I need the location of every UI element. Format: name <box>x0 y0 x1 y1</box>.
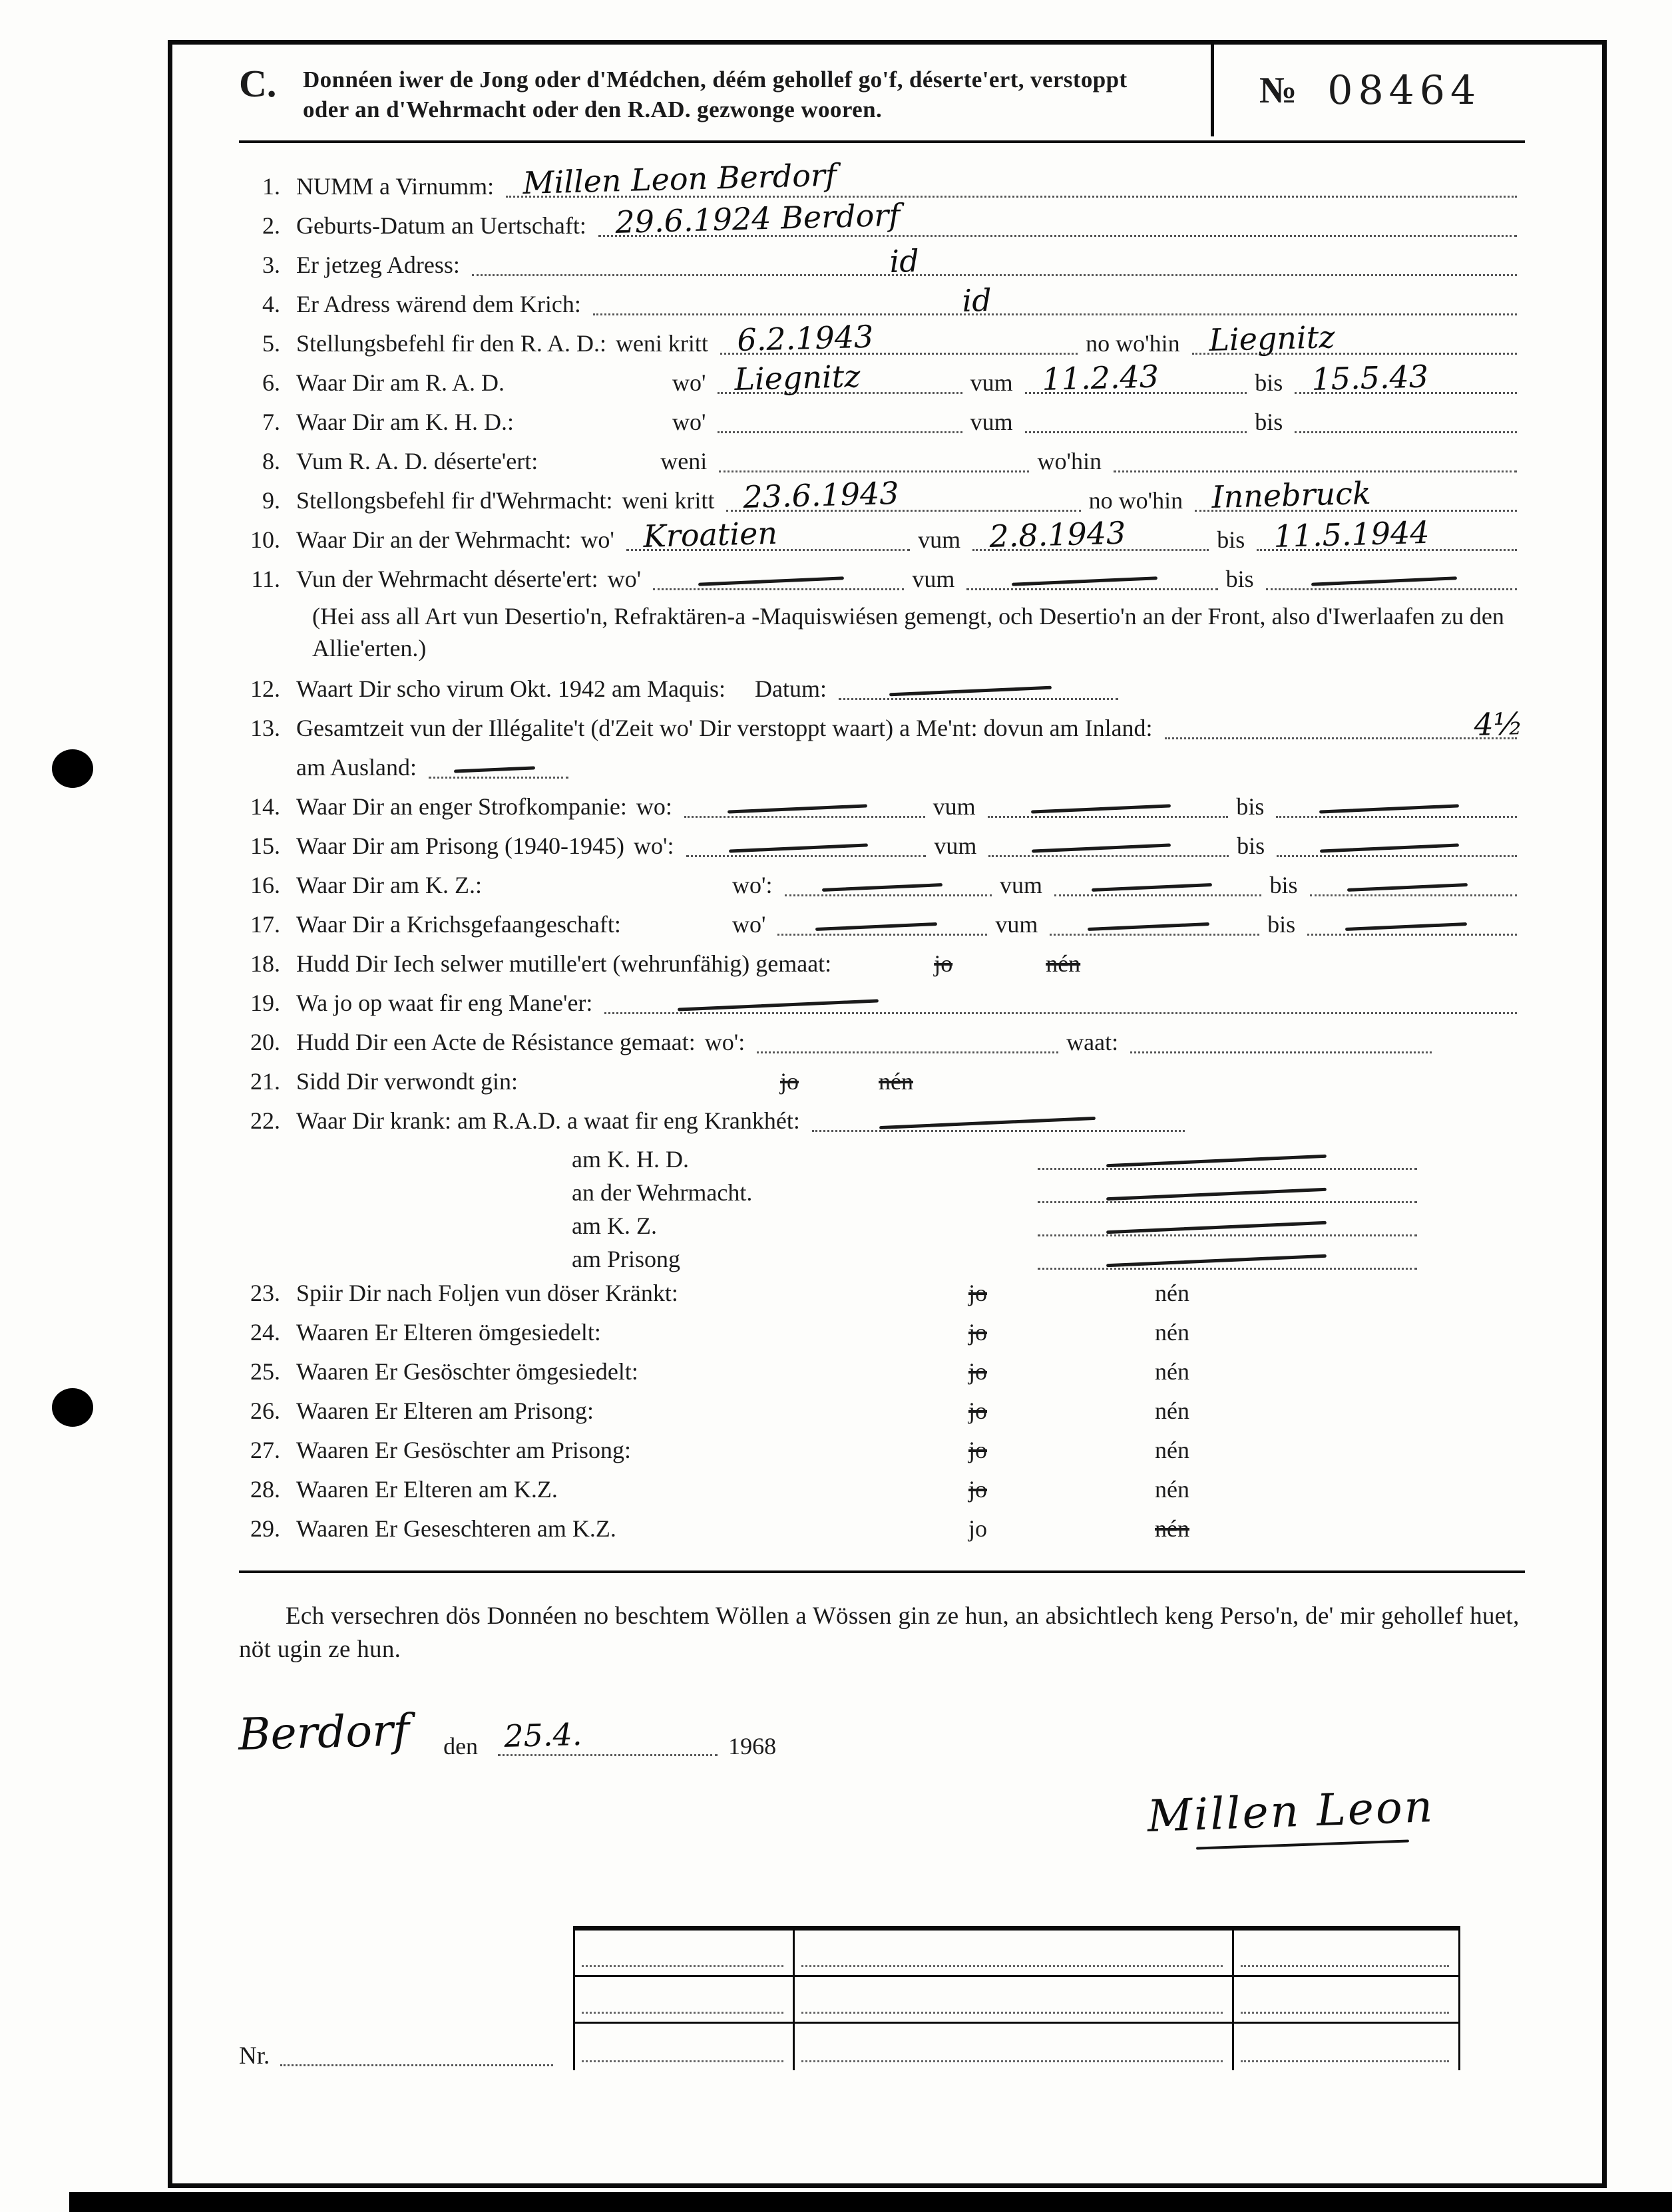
pen-stroke <box>1012 576 1157 586</box>
dotted-line <box>1241 2060 1449 2062</box>
row-sublabel: bis <box>1225 566 1254 592</box>
row-sublabel: wo': <box>704 1029 745 1055</box>
dotted-line <box>1165 705 1524 743</box>
jo-option: jo <box>934 950 953 977</box>
form-row-16 <box>239 871 1525 899</box>
stamp-table-cell <box>795 1977 1234 2024</box>
header-left <box>172 45 1211 136</box>
dotted-line <box>966 582 1217 590</box>
stamp-table <box>573 1926 1460 2070</box>
dotted-line <box>1025 358 1247 397</box>
row-sublabel: am Ausland: <box>296 754 417 781</box>
pen-stroke <box>1088 922 1209 931</box>
dotted-line <box>1054 888 1261 896</box>
row-label: Waart Dir scho virum Okt. 1942 am Maquis: <box>296 675 726 702</box>
row-sublabel: vum <box>999 872 1042 898</box>
pen-stroke <box>1031 804 1171 813</box>
hole-punch <box>52 1388 93 1427</box>
row-label: Waaren Er Elteren am K.Z. <box>296 1476 558 1503</box>
pen-stroke <box>728 804 867 813</box>
footer-area <box>239 1926 1525 2070</box>
row-sublabel: wo' <box>607 566 642 592</box>
row-number: 3. <box>262 252 280 278</box>
form-header <box>172 45 1602 136</box>
form-row-12 <box>239 675 1525 703</box>
nen-option: nén <box>1155 1319 1189 1346</box>
row-number: 8. <box>262 448 280 474</box>
dotted-line <box>1130 1045 1432 1053</box>
dotted-line <box>801 1965 1223 1967</box>
row-sublabel: bis <box>1255 369 1283 396</box>
row-label: Vun der Wehrmacht déserte'ert: <box>296 566 598 592</box>
pen-stroke <box>815 922 937 931</box>
row-label: Waaren Er Geseschteren am K.Z. <box>296 1515 616 1542</box>
nen-option: nén <box>1046 950 1081 977</box>
dotted-line <box>1038 1262 1417 1270</box>
dotted-line <box>757 1045 1058 1053</box>
row-number: 10. <box>250 526 280 553</box>
dotted-line <box>726 474 1080 515</box>
pen-stroke <box>678 999 878 1011</box>
row-number: 5. <box>262 330 280 357</box>
row-label: Waaren Er Elteren am Prisong: <box>296 1397 594 1424</box>
stamp-table-cell <box>795 2024 1234 2070</box>
row-number: 25. <box>250 1358 280 1385</box>
form-row-7 <box>239 408 1525 436</box>
handwritten-place: Innebruck <box>1211 474 1372 515</box>
row-sublabel: vum <box>970 409 1013 435</box>
desertion-note: (Hei ass all Art vun Desertio'n, Refraktären-a -Maquiswiésen gemengt, och Desertio'n an der Front, also d'Iwerlaafen zu den Allie'erten.) <box>312 603 1504 661</box>
form-row-15 <box>239 832 1525 860</box>
form-row-22-sub1 <box>572 1146 1525 1173</box>
jo-option: jo <box>968 1319 988 1346</box>
form-row-29 <box>239 1515 1525 1543</box>
handwritten-address: id <box>889 242 920 279</box>
handwritten-date-to: 11.5.1944 <box>1273 514 1430 554</box>
form-row-17 <box>239 910 1525 938</box>
row-number: 21. <box>250 1068 280 1095</box>
row-number: 20. <box>250 1029 280 1055</box>
handwritten-address-war: id <box>961 281 992 319</box>
pen-stroke <box>729 843 868 852</box>
form-row-25 <box>239 1358 1525 1385</box>
pen-stroke <box>1106 1155 1326 1167</box>
row-sublabel: Datum: <box>755 675 827 702</box>
row-number: 9. <box>262 487 280 514</box>
jo-option: jo <box>968 1358 988 1385</box>
dotted-line <box>506 156 1517 201</box>
dotted-line <box>684 810 925 818</box>
pen-stroke <box>1032 843 1171 852</box>
row-sublabel: no wo'hin <box>1086 330 1180 357</box>
den-label: den <box>443 1733 479 1759</box>
row-label: Waar Dir an enger Strofkompanie: <box>296 793 627 820</box>
row-label: Er Adress wärend dem Krich: <box>296 291 581 317</box>
form-row-23 <box>239 1279 1525 1307</box>
dotted-line <box>1257 514 1517 554</box>
form-row-22-sub2 <box>572 1179 1525 1206</box>
pen-stroke <box>889 686 1052 697</box>
dotted-line <box>604 1006 1517 1014</box>
hole-punch <box>52 749 93 788</box>
dotted-line <box>686 849 927 857</box>
row-number: 26. <box>250 1397 280 1424</box>
form-row-5 <box>239 318 1525 358</box>
pen-stroke <box>1347 883 1468 892</box>
row-sublabel: waat: <box>1066 1029 1119 1055</box>
numero-sign: № <box>1259 70 1297 111</box>
row-sublabel: wo' <box>580 526 614 553</box>
pen-stroke <box>1345 922 1467 931</box>
row-sublabel: bis <box>1237 832 1265 859</box>
handwritten-date-from: 11.2.43 <box>1041 358 1159 397</box>
row-number: 17. <box>250 911 280 938</box>
dotted-line <box>1295 358 1517 397</box>
dotted-line <box>719 464 1029 472</box>
row-label: Hudd Dir Iech selwer mutille'ert (wehrunfähig) gemaat: <box>296 950 832 977</box>
nen-option: nén <box>1155 1280 1189 1306</box>
row-label: Sidd Dir verwondt gin: <box>296 1068 518 1095</box>
row-number: 28. <box>250 1476 280 1503</box>
pen-stroke <box>822 883 942 892</box>
dotted-line <box>718 358 962 397</box>
row-label: Waaren Er Gesöschter ömgesiedelt: <box>296 1358 638 1385</box>
row-label: Waaren Er Elteren ömgesiedelt: <box>296 1319 601 1346</box>
nen-option: nén <box>1155 1515 1189 1542</box>
row-label: Waar Dir am Prisong (1940-1945) <box>296 832 624 859</box>
form-body <box>172 143 1602 1543</box>
dotted-line <box>988 849 1229 857</box>
row-number: 15. <box>250 832 280 859</box>
dotted-line <box>1307 928 1517 936</box>
row-label: Waaren Er Gesöschter am Prisong: <box>296 1437 631 1463</box>
row-sublabel: wo' <box>672 409 706 435</box>
pen-stroke <box>1106 1188 1326 1200</box>
row-label: Waar Dir am K. H. D.: <box>296 409 515 435</box>
form-row-21 <box>239 1067 1525 1095</box>
signature-block <box>172 1780 1436 1846</box>
form-border-frame <box>168 40 1607 2188</box>
dotted-line <box>498 1716 718 1756</box>
row-label: Spiir Dir nach Foljen vun döser Kränkt: <box>296 1280 678 1306</box>
dotted-line <box>1277 849 1517 857</box>
dotted-line <box>718 425 962 433</box>
row-number: 6. <box>262 369 280 396</box>
stamp-table-cell <box>795 1931 1234 1977</box>
row-label: Waar Dir an der Wehrmacht: <box>296 526 572 553</box>
jo-option: jo <box>968 1437 988 1463</box>
handwritten-place: Kroatien <box>642 514 778 554</box>
pen-stroke <box>1106 1254 1326 1267</box>
row-label: Stellungsbefehl fir den R. A. D.: <box>296 330 606 357</box>
form-row-13b <box>296 753 1525 781</box>
form-row-13 <box>239 705 1525 743</box>
handwritten-date-signed: 25.4. <box>503 1716 583 1754</box>
form-row-11 <box>239 565 1525 593</box>
row-number: 29. <box>250 1515 280 1542</box>
form-row-2 <box>239 196 1525 240</box>
handwritten-months: 4½ <box>1473 705 1524 743</box>
pen-stroke <box>1320 843 1459 852</box>
form-row-6 <box>239 358 1525 397</box>
jo-option: jo <box>968 1476 988 1503</box>
dotted-line <box>777 928 987 936</box>
document-number-box <box>1211 45 1602 136</box>
row-sublabel: no wo'hin <box>1088 487 1183 514</box>
row-label: Waar Dir a Krichsgefaangeschaft: <box>296 911 621 938</box>
row-number: 14. <box>250 793 280 820</box>
form-row-8 <box>239 447 1525 475</box>
dotted-line <box>785 888 992 896</box>
dotted-line <box>720 318 1078 358</box>
form-row-18 <box>239 950 1525 978</box>
nen-option: nén <box>1155 1397 1189 1424</box>
row-label: Gesamtzeit vun der Illégalite't (d'Zeit wo' Dir verstoppt waart) a Me'nt: dovun am Inland: <box>296 715 1153 741</box>
form-row-10 <box>239 514 1525 554</box>
dotted-line <box>801 2060 1223 2062</box>
row-number: 2. <box>262 212 280 239</box>
row-sublabel: bis <box>1236 793 1265 820</box>
row-sublabel: bis <box>1269 872 1298 898</box>
row-number: 16. <box>250 872 280 898</box>
declaration-text: Ech versechren dös Donnéen no beschtem Wöllen a Wössen gin ze hun, an absichtlech keng Perso'n, de' mir gehollef huet, nöt ugin ze hun. <box>239 1602 1520 1663</box>
scan-edge-bar <box>69 2192 1672 2212</box>
row-number: 22. <box>250 1107 280 1134</box>
dotted-line <box>988 810 1229 818</box>
row-label: Vum R. A. D. déserte'ert: <box>296 448 538 474</box>
dotted-line <box>1038 1162 1417 1170</box>
dotted-line <box>582 1965 783 1967</box>
dotted-line <box>1241 2012 1449 2014</box>
dotted-line <box>593 281 1517 319</box>
pen-stroke <box>1092 883 1212 892</box>
dotted-line <box>653 582 904 590</box>
handwritten-place: Liegnitz <box>1208 319 1335 358</box>
handwritten-place-signed: Berdorf <box>237 1704 410 1760</box>
row-label: Geburts-Datum an Uertschaft: <box>296 212 586 239</box>
row-sublabel: wo' <box>732 911 766 938</box>
dotted-line <box>801 2012 1223 2014</box>
row-sublabel: vum <box>995 911 1038 938</box>
row-sublabel: weni <box>660 448 708 474</box>
row-sublabel: vum <box>934 832 977 859</box>
row-sublabel: weni kritt <box>622 487 715 514</box>
row-sublabel: wo': <box>634 832 674 859</box>
handwritten-date: 23.6.1943 <box>743 474 900 515</box>
stamp-table-cell <box>575 1931 795 1977</box>
dotted-line <box>429 771 568 779</box>
section-letter: C. <box>239 62 277 105</box>
nr-label: Nr. <box>239 2042 270 2070</box>
row-label: Wa jo op waat fir eng Mane'er: <box>296 990 593 1016</box>
handwritten-place: Liegnitz <box>734 358 861 397</box>
row-sublabel: vum <box>918 526 961 553</box>
pen-stroke <box>698 576 844 586</box>
form-row-1 <box>239 156 1525 201</box>
jo-option: jo <box>779 1068 799 1095</box>
row-number: 19. <box>250 990 280 1016</box>
form-row-26 <box>239 1397 1525 1425</box>
row-label: Er jetzeg Adress: <box>296 252 460 278</box>
row-number: 23. <box>250 1280 280 1306</box>
row-number: 24. <box>250 1319 280 1346</box>
dotted-line <box>1192 319 1517 358</box>
dotted-line <box>812 1124 1185 1132</box>
dotted-line <box>1295 425 1517 433</box>
nen-option: nén <box>1155 1358 1189 1385</box>
form-row-24 <box>239 1318 1525 1346</box>
row-sublabel: wo'hin <box>1037 448 1102 474</box>
stamp-table-cell <box>1234 1977 1460 2024</box>
stamp-table-cell <box>1234 1931 1460 1977</box>
form-row-22 <box>239 1107 1525 1135</box>
form-row-20 <box>239 1028 1525 1056</box>
year-label: 1968 <box>728 1733 777 1759</box>
row-label: Stellongsbefehl fir d'Wehrmacht: <box>296 487 613 514</box>
dotted-line <box>1050 928 1259 936</box>
stamp-table-cell <box>575 2024 795 2070</box>
row-sublabel: weni kritt <box>615 330 708 357</box>
stamp-table-cell <box>1234 2024 1460 2070</box>
pen-stroke <box>1106 1221 1326 1234</box>
row-number: 1. <box>262 173 280 200</box>
form-row-14 <box>239 793 1525 821</box>
dotted-line <box>472 242 1517 279</box>
document-number: 08464 <box>1327 67 1482 114</box>
form-row-22-sub4 <box>572 1246 1525 1272</box>
header-description: Donnéen iwer de Jong oder d'Médchen, déém gehollef go'f, déserte'ert, verstoppt oder an d'Wehrmacht oder den R.AD. gezwonge wooren. <box>303 67 1128 122</box>
handwritten-name: Millen Leon Berdorf <box>522 156 837 201</box>
row-number: 27. <box>250 1437 280 1463</box>
nen-option: nén <box>879 1068 913 1095</box>
dotted-line <box>1310 888 1517 896</box>
form-row-28 <box>239 1475 1525 1503</box>
row-sublabel: am K. H. D. <box>572 1146 689 1173</box>
handwritten-date-to: 15.5.43 <box>1311 358 1429 397</box>
row-number: 11. <box>251 566 280 592</box>
form-row-9 <box>239 474 1525 515</box>
dotted-line <box>582 2012 783 2014</box>
row-label: Waar Dir am K. Z.: <box>296 872 482 898</box>
row-number: 7. <box>262 409 280 435</box>
signature-flourish <box>1196 1839 1409 1849</box>
stamp-table-cell <box>575 1977 795 2024</box>
handwritten-date-from: 2.8.1943 <box>988 514 1127 554</box>
row-sublabel: am K. Z. <box>572 1212 657 1239</box>
dotted-line <box>1266 582 1517 590</box>
nen-option: nén <box>1155 1437 1189 1463</box>
dotted-line <box>1025 425 1247 433</box>
dotted-line <box>1195 474 1517 515</box>
jo-option: jo <box>968 1397 988 1424</box>
form-row-27 <box>239 1436 1525 1464</box>
declaration-rule <box>239 1570 1525 1573</box>
row-number: 12. <box>250 675 280 702</box>
row-label: Hudd Dir een Acte de Résistance gemaat: <box>296 1029 696 1055</box>
row-sublabel: vum <box>970 369 1013 396</box>
dotted-line <box>582 2060 783 2062</box>
dotted-line <box>839 692 1118 700</box>
pen-stroke <box>1319 804 1459 813</box>
row-number: 13. <box>250 715 280 741</box>
signature-date-row <box>237 1704 1525 1760</box>
dotted-line <box>1276 810 1517 818</box>
row-sublabel: vum <box>933 793 976 820</box>
dotted-line <box>280 2058 553 2066</box>
row-sublabel: an der Wehrmacht. <box>572 1179 753 1206</box>
row-sublabel: wo: <box>636 793 672 820</box>
dotted-line <box>598 196 1517 240</box>
pen-stroke <box>1311 576 1457 586</box>
dotted-line <box>1038 1195 1417 1203</box>
form-row-22-sub3 <box>572 1212 1525 1239</box>
form-row-3 <box>239 242 1525 279</box>
row-sublabel: bis <box>1267 911 1296 938</box>
row-sublabel: wo': <box>732 872 773 898</box>
nen-option: nén <box>1155 1476 1189 1503</box>
dotted-line <box>1038 1228 1417 1236</box>
signature: Millen Leon <box>1146 1780 1436 1842</box>
dotted-line <box>626 514 910 554</box>
dotted-line <box>1241 1965 1449 1967</box>
handwritten-date: 6.2.1943 <box>736 318 874 358</box>
jo-option: jo <box>968 1280 988 1306</box>
dotted-line <box>1114 464 1517 472</box>
row-number: 18. <box>250 950 280 977</box>
row-sublabel: bis <box>1217 526 1245 553</box>
form-row-19 <box>239 989 1525 1017</box>
handwritten-birthdate: 29.6.1924 Berdorf <box>614 196 901 240</box>
row-label: Waar Dir am R. A. D. <box>296 369 505 396</box>
row-sublabel: bis <box>1255 409 1283 435</box>
row-sublabel: vum <box>912 566 955 592</box>
row-label: NUMM a Virnumm: <box>296 173 495 200</box>
row-sublabel: am Prisong <box>572 1246 681 1272</box>
pen-stroke <box>454 766 535 773</box>
jo-option: jo <box>968 1515 988 1542</box>
row-sublabel: wo' <box>672 369 706 396</box>
pen-stroke <box>879 1117 1096 1129</box>
row-label: Waar Dir krank: am R.A.D. a waat fir eng Krankhét: <box>296 1107 800 1134</box>
form-row-4 <box>239 281 1525 319</box>
dotted-line <box>972 514 1209 554</box>
row-number: 4. <box>262 291 280 317</box>
